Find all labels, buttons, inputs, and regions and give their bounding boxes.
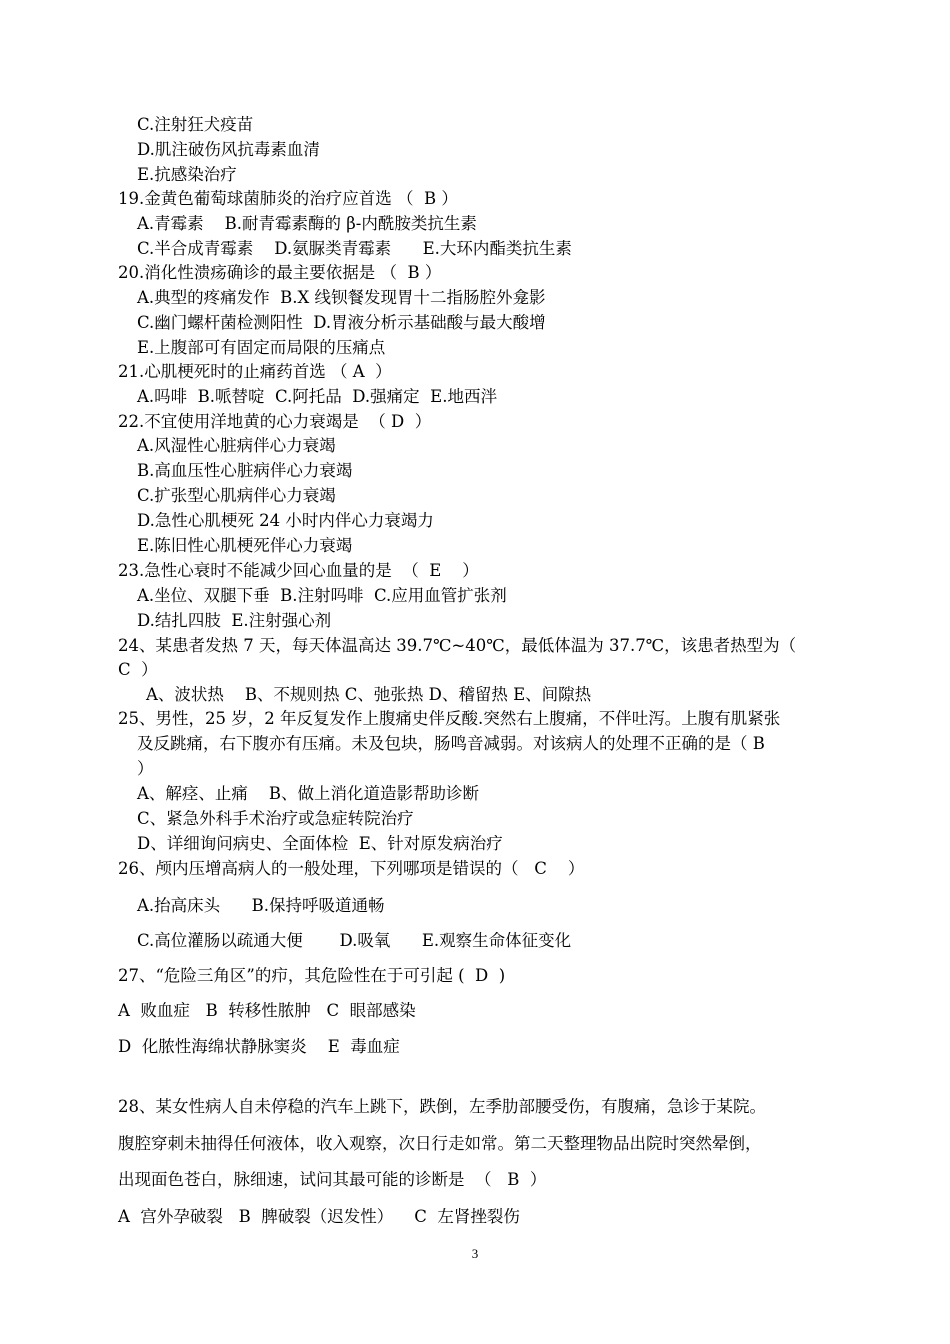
- text-line: A 宫外孕破裂 B 脾破裂（迟发性） C 左肾挫裂伤: [118, 1207, 520, 1226]
- text-line: A 败血症 B 转移性脓肿 C 眼部感染: [118, 1001, 416, 1020]
- text-line: D.结扎四肢 E.注射强心剂: [137, 611, 332, 630]
- text-line: D 化脓性海绵状静脉窦炎 E 毒血症: [118, 1037, 400, 1056]
- text-line: 20.消化性溃疡确诊的最主要依据是 （ B ）: [118, 263, 442, 282]
- text-line: 22.不宜使用洋地黄的心力衰竭是 （ D ）: [118, 412, 432, 431]
- text-line: D、详细询问病史、全面体检 E、针对原发病治疗: [137, 834, 503, 853]
- text-line: 及反跳痛，右下腹亦有压痛。未及包块，肠鸣音减弱。对该病人的处理不正确的是（ B: [137, 734, 765, 753]
- page-number: 3: [471, 1246, 479, 1261]
- text-line: ）: [137, 759, 154, 778]
- text-line: A.抬高床头 B.保持呼吸道通畅: [137, 896, 385, 915]
- text-line: A、波状热 B、不规则热 C、弛张热 D、稽留热 E、间隙热: [146, 685, 592, 704]
- text-line: D.肌注破伤风抗毒素血清: [137, 140, 320, 159]
- text-line: C.幽门螺杆菌检测阳性 D.胃液分析示基础酸与最大酸增: [137, 313, 546, 332]
- text-line: E.上腹部可有固定而局限的压痛点: [137, 338, 386, 357]
- text-line: 26、颅内压增高病人的一般处理，下列哪项是错误的（ C ）: [118, 859, 585, 878]
- text-line: A、解痉、止痛 B、做上消化道造影帮助诊断: [137, 784, 480, 803]
- text-line: C、紧急外科手术治疗或急症转院治疗: [137, 809, 414, 828]
- text-line: 23.急性心衰时不能减少回心血量的是 （ E ）: [118, 561, 479, 580]
- text-line: 25、男性，25 岁，2 年反复发作上腹痛史伴反酸.突然右上腹痛，不伴吐泻。上腹有肌紧张: [118, 709, 781, 728]
- text-line: C.注射狂犬疫苗: [137, 115, 254, 134]
- text-line: 27、“危险三角区”的疖，其危险性在于可引起 ( D ): [118, 966, 506, 985]
- text-line: D.急性心肌梗死 24 小时内伴心力衰竭力: [137, 511, 434, 530]
- text-line: 28、某女性病人自未停稳的汽车上跳下，跌倒，左季肋部腰受伤，有腹痛，急诊于某院。: [118, 1097, 766, 1116]
- text-line: A.吗啡 B.哌替啶 C.阿托品 D.强痛定 E.地西泮: [137, 387, 497, 406]
- text-line: A.青霉素 B.耐青霉素酶的 β-内酰胺类抗生素: [137, 214, 477, 233]
- text-line: 腹腔穿刺未抽得任何液体，收入观察，次日行走如常。第二天整理物品出院时突然晕倒，: [118, 1134, 762, 1153]
- text-line: C.半合成青霉素 D.氨脲类青霉素 E.大环内酯类抗生素: [137, 239, 572, 258]
- text-line: E.陈旧性心肌梗死伴心力衰竭: [137, 536, 353, 555]
- text-line: A.风湿性心脏病伴心力衰竭: [137, 436, 336, 455]
- text-line: C.高位灌肠以疏通大便 D.吸氧 E.观察生命体征变化: [137, 931, 572, 950]
- text-line: 19.金黄色葡萄球菌肺炎的治疗应首选 （ B ）: [118, 189, 458, 208]
- text-line: 出现面色苍白，脉细速，试问其最可能的诊断是 （ B ）: [118, 1170, 547, 1189]
- text-line: E.抗感染治疗: [137, 165, 237, 184]
- text-line: B.高血压性心脏病伴心力衰竭: [137, 461, 353, 480]
- text-line: C ）: [118, 660, 158, 679]
- text-line: A.坐位、双腿下垂 B.注射吗啡 C.应用血管扩张剂: [137, 586, 507, 605]
- text-line: C.扩张型心肌病伴心力衰竭: [137, 486, 336, 505]
- text-line: 21.心肌梗死时的止痛药首选 （ A ）: [118, 362, 392, 381]
- text-line: A.典型的疼痛发作 B.X 线钡餐发现胃十二指肠腔外龛影: [137, 288, 546, 307]
- text-line: 24、某患者发热 7 天，每天体温高达 39.7℃~40℃，最低体温为 37.7℃，该患者热型为（: [118, 636, 797, 655]
